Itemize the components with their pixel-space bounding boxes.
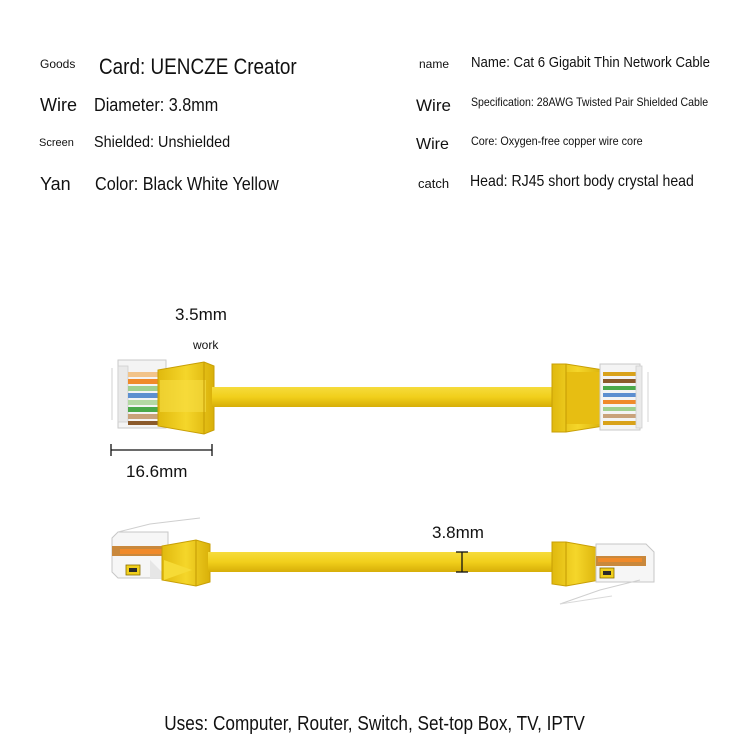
spec-tag-yan: Yan — [40, 174, 71, 194]
label-plug-length: 16.6mm — [126, 462, 188, 481]
spec-tag-catch: catch — [418, 176, 450, 191]
right-plug-top — [600, 364, 648, 430]
spec-brand-text: Card: UENCZE Creator — [99, 54, 297, 79]
spec-product-name-text: Name: Cat 6 Gigabit Thin Network Cable — [471, 54, 710, 71]
label-boot-width: 3.5mm — [175, 305, 227, 324]
spec-tag-name: name — [419, 57, 450, 71]
spec-tag-screen: Screen — [39, 137, 74, 149]
spec-tag-wire-3: Wire — [416, 136, 449, 153]
top-cable — [111, 360, 648, 456]
label-cable-diameter: 3.8mm — [432, 523, 484, 542]
uses-caption-text: Uses: Computer, Router, Switch, Set-top Box, TV, IPTV — [164, 713, 586, 735]
spec-specification-text: Specification: 28AWG Twisted Pair Shielded Cable — [471, 95, 709, 109]
spec-color-text: Color: Black White Yellow — [95, 174, 279, 194]
uses-caption — [0, 713, 750, 736]
spec-tag-wire-2: Wire — [416, 96, 451, 115]
spec-diameter-text: Diameter: 3.8mm — [94, 95, 219, 115]
label-boot-note: work — [193, 338, 219, 352]
spec-tag-goods: Goods — [40, 57, 76, 71]
spec-core-text: Core: Oxygen-free copper wire core — [471, 134, 643, 148]
spec-tag-wire: Wire — [40, 95, 77, 115]
spec-head-text: Head: RJ45 short body crystal head — [470, 173, 694, 190]
spec-shielded-text: Shielded: Unshielded — [94, 134, 231, 151]
bottom-cable — [112, 518, 654, 604]
